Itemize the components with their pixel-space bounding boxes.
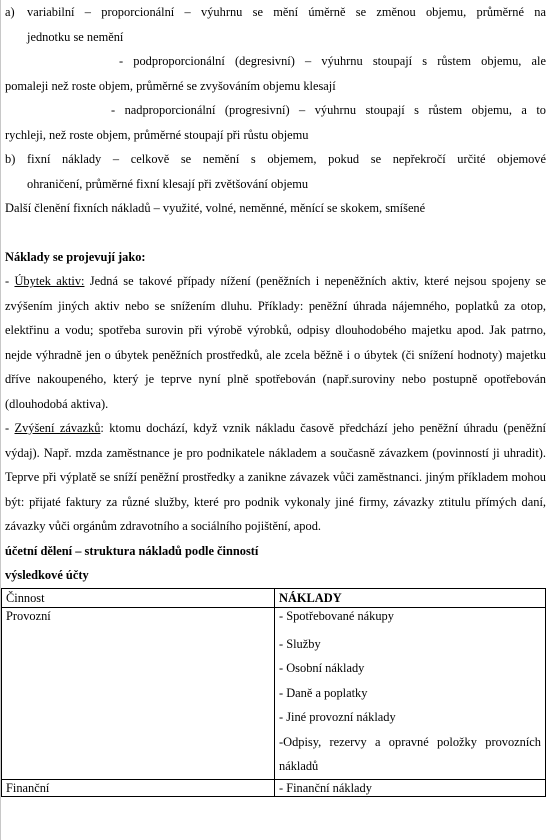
list-continuation: ohraničení, průměrné fixní klesají při zvětšování objemu [27,176,309,191]
table-header-cell: NÁKLADY [275,588,546,607]
sub-item-text: - nadproporcionální (progresivní) – výuhrnu stoupají s růstem objemu, a to [111,103,546,117]
table-row [2,607,546,779]
table-header-row [2,588,546,607]
list-label: b) [5,152,16,166]
subheading-structure: účetní dělení – struktura nákladů podle činností [5,543,259,558]
sub-item-continuation: pomaleji než roste objem, průměrné se zvyšováním objemu klesají [5,78,336,93]
table-cell-activity: Provozní [2,607,275,779]
term-zvyseni-zavazku: Zvýšení závazků [14,421,101,435]
list-text: variabilní – proporcionální – výuhrnu se mění úměrně se změnou objemu, průměrné na [27,5,546,19]
sub-item-continuation: rychleji, než roste objem, průměrné stoupají při růstu objemu [5,127,309,142]
paragraph-ubytek-aktiv: - Úbytek aktiv: Jedná se takové případy nížení (peněžních i nepeněžních aktiv, které nejsou spojeny se zvýšením jiných aktiv nebo se snížením dluhu. Příklady: peněžní úhrada nájemného, poplatků za otop, elektřinu a vodu; spotřeba surovin při výrobě výrobků, odpisy dlouhodobého majetku apod. Jak patrno, nejde výhradně jen o úbytek peněžních prostředků, ale zcela běžně i o úbytek (či snížení hodnoty) majetku dříve nakoupeného, který je teprve nyní plně spotřebován (např.suroviny nebo postupně opotřebován (dlouhodobá aktiva). [5,274,546,411]
table-header-cell: Činnost [2,588,275,607]
sub-item-progressive [5,98,546,123]
sub-item-degressive [5,49,546,74]
list-text: fixní náklady – celkově se nemění s objemem, pokud se nepřekročí určité objemové [27,152,546,166]
costs-table [1,588,546,797]
list-item-fixed-costs [5,147,546,172]
list-label: a) [5,5,15,19]
document-content [5,0,546,797]
term-ubytek-aktiv: Úbytek aktiv: [14,274,85,288]
paragraph-zvyseni-zavazku: - Zvýšení závazků: ktomu dochází, když vznik nákladu časově předchází jeho peněžní úhradu (peněžní výdaj). Např. mzda zaměstnance je pro podnikatele nákladem a současně závazkem (povinností ji uhradit). Teprve při výplatě se sníží peněžní prostředky a zanikne závazek vůči zaměstnanci. jiným příkladem mohou být: přijaté faktury za různé služby, které pro podnik vykonaly jiné firmy, závazky ztitulu přímých daní, závazky vůči orgánům zdravotního a sociálního pojištění, apod. [5,421,546,533]
table-cell-costs: - Spotřebované nákupy - Služby - Osobní náklady - Daně a poplatky - Jiné provozní náklady -Odpisy, rezervy a opravné položky provozních nákladů [275,607,546,779]
list-item-variable-costs [5,0,546,25]
subheading-accounts: výsledkové účty [5,568,89,582]
table-cell-activity: Finanční [2,779,275,796]
sub-item-text: - podproporcionální (degresivní) – výuhrnu stoupají s růstem objemu, ale [119,54,546,68]
table-cell-costs: - Finanční náklady [275,779,546,796]
list-continuation: jednotku se nemění [27,29,124,44]
table-row [2,779,546,796]
fixed-costs-further-division: Další členění fixních nákladů – využité, volné, neměnné, měnící se skokem, smíšené [5,201,426,215]
section-heading: Náklady se projevují jako: [5,249,146,264]
